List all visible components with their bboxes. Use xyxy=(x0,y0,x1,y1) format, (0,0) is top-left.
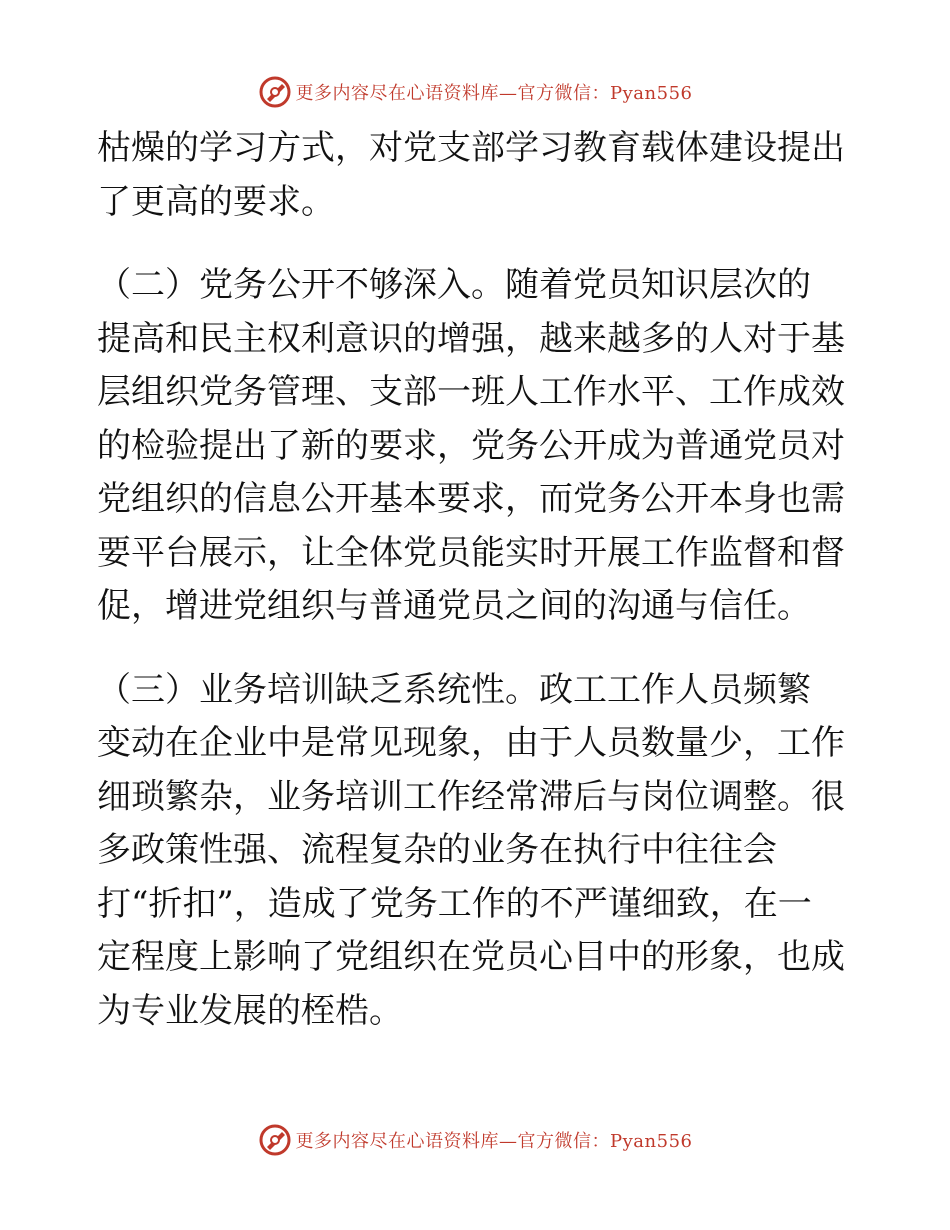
header-watermark-text: 更多内容尽在心语资料库—官方微信：Pyan556 xyxy=(295,83,693,104)
text-line: 的检验提出了新的要求，党务公开成为普通党员对 xyxy=(97,425,845,466)
document-body xyxy=(97,122,857,1038)
text-line: 定程度上影响了党组织在党员心目中的形象，也成 xyxy=(97,937,845,977)
text-line: 提高和民主权利意识的增强，越来越多的人对于基 xyxy=(97,318,845,359)
text-line: （三）业务培训缺乏系统性。政工工作人员频繁 xyxy=(97,669,811,710)
text-line: 变动在企业中是常见现象，由于人员数量少，工作 xyxy=(97,723,845,763)
text-line: 细琐繁杂，业务培训工作经常滞后与岗位调整。很 xyxy=(97,776,845,817)
paragraph-3 xyxy=(97,664,857,1039)
text-line: 打“折扣”，造成了党务工作的不严谨细致，在一 xyxy=(97,883,812,924)
footer-watermark xyxy=(0,1118,950,1162)
paragraph-1 xyxy=(97,122,857,229)
text-line: 要平台展示，让全体党员能实时开展工作监督和督 xyxy=(97,532,845,573)
pen-logo-icon xyxy=(258,75,292,109)
text-line: 促，增进党组织与普通党员之间的沟通与信任。 xyxy=(97,586,811,626)
text-line: 党组织的信息公开基本要求，而党务公开本身也需 xyxy=(97,479,845,519)
text-line: （二）党务公开不够深入。随着党员知识层次的 xyxy=(97,265,811,305)
paragraph-2 xyxy=(97,259,857,634)
text-line: 为专业发展的桎梏。 xyxy=(97,990,403,1031)
text-line: 多政策性强、流程复杂的业务在执行中往往会 xyxy=(97,830,777,870)
header-watermark xyxy=(0,70,950,114)
footer-watermark-text: 更多内容尽在心语资料库—官方微信：Pyan556 xyxy=(295,1131,693,1152)
text-line: 枯燥的学习方式，对党支部学习教育载体建设提出 xyxy=(97,128,845,168)
pen-logo-icon xyxy=(258,1123,292,1157)
text-line: 层组织党务管理、支部一班人工作水平、工作成效 xyxy=(97,372,845,412)
text-line: 了更高的要求。 xyxy=(97,181,335,222)
